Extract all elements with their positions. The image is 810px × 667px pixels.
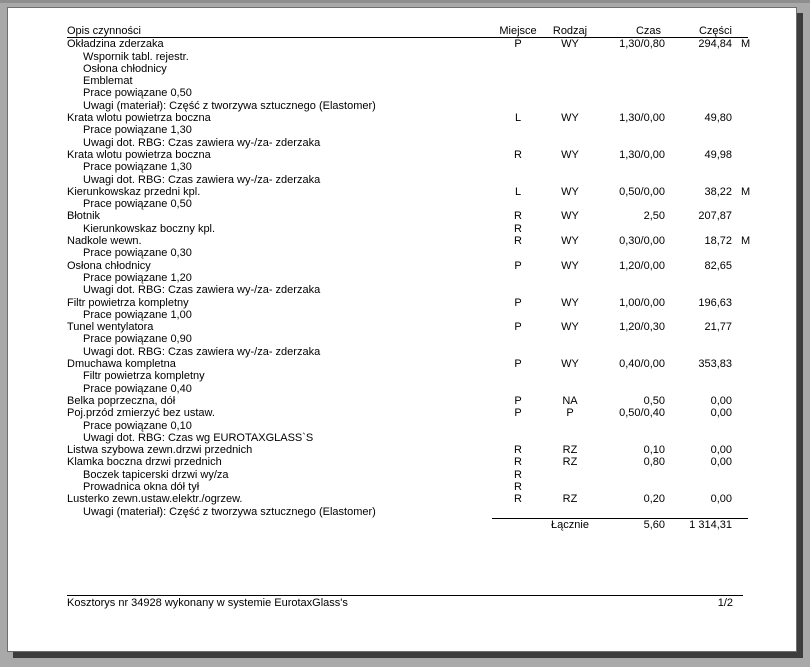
total-czas: 5,60 [643,518,665,531]
table-row [67,235,751,248]
row-miejsce: P [514,321,522,334]
row-czesci: 0,00 [710,394,732,407]
header-opis: Opis czynności [67,25,141,37]
row-czesci: 294,84 [698,38,732,51]
detail-opis: Prace powiązane 0,90 [83,333,192,346]
row-rodzaj: WY [561,185,579,198]
detail-row [67,75,748,87]
detail-row [67,333,748,345]
detail-opis: Prace powiązane 0,50 [83,87,192,100]
row-miejsce: P [514,394,522,407]
row-rodzaj: WY [561,38,579,51]
detail-row [67,100,748,112]
row-rodzaj: WY [561,210,579,223]
row-rodzaj: NA [562,394,578,407]
row-czesci: 0,00 [710,493,732,506]
detail-row [67,174,748,186]
row-czesci: 0,00 [710,456,732,469]
detail-row [67,272,748,284]
detail-opis: Prace powiązane 0,10 [83,419,192,432]
row-opis: Krata wlotu powietrza boczna [67,112,211,125]
detail-opis: Uwagi dot. RBG: Czas wg EUROTAXGLASS`S [83,431,314,444]
row-rodzaj: WY [561,235,579,248]
preview-window-top-edge [0,0,810,3]
table-row [67,210,748,222]
row-czas: 1,20/0,30 [619,321,665,334]
detail-row [67,223,748,235]
detail-row [67,124,748,136]
row-rodzaj: RZ [562,493,578,506]
row-miejsce: P [514,38,522,51]
row-czas: 0,10 [643,444,665,457]
row-czas: 1,20/0,00 [619,259,665,272]
row-opis: Nadkole wewn. [67,235,142,248]
row-rodzaj: WY [561,259,579,272]
detail-opis: Prace powiązane 0,50 [83,198,192,211]
page-footer [67,595,743,609]
row-miejsce: L [514,112,522,125]
row-opis: Kierunkowskaz przedni kpl. [67,185,201,198]
table-body [67,38,751,518]
detail-opis: Boczek tapicerski drzwi wy/za [83,468,229,481]
detail-opis: Prowadnica okna dół tył [83,480,200,493]
row-opis: Poj.przód zmierzyć bez ustaw. [67,407,215,420]
detail-row [67,63,748,75]
detail-row [67,370,748,382]
row-rodzaj: WY [561,321,579,334]
row-czesci: 207,87 [698,210,732,223]
row-czesci: 21,77 [704,321,732,334]
table-row [67,407,748,419]
row-miejsce: R [514,493,522,506]
document-page [7,7,797,652]
total-row [67,519,748,531]
detail-opis: Prace powiązane 0,30 [83,247,192,260]
row-miejsce: P [514,407,522,420]
cost-estimate-table [67,25,751,531]
detail-opis: Uwagi (materiał): Część z tworzywa sztucznego (Elastomer) [83,505,376,518]
detail-row [67,161,748,173]
detail-row [67,198,748,210]
detail-miejsce: R [514,480,522,493]
detail-miejsce: R [514,468,522,481]
detail-row [67,506,748,518]
table-row [67,444,748,456]
table-header [67,25,748,38]
detail-row [67,383,748,395]
row-miejsce: R [514,148,522,161]
row-czesci: 353,83 [698,358,732,371]
page-number: 1/2 [717,597,733,609]
table-row [67,38,751,51]
row-czas: 0,50/0,00 [619,185,665,198]
detail-row [67,481,748,493]
row-opis: Okładzina zderzaka [67,38,164,51]
row-opis: Krata wlotu powietrza boczna [67,148,211,161]
detail-opis: Prace powiązane 1,20 [83,271,192,284]
table-row [67,260,748,272]
table-row [67,185,751,198]
detail-row [67,51,748,63]
detail-opis: Filtr powietrza kompletny [83,370,205,383]
header-czesci: Części [698,25,732,37]
detail-row [67,469,748,481]
total-section [67,518,748,531]
detail-row [67,137,748,149]
row-rodzaj: WY [561,296,579,309]
row-opis: Belka poprzeczna, dół [67,394,176,407]
row-czas: 0,80 [643,456,665,469]
table-row [67,112,748,124]
row-czesci: 49,80 [704,112,732,125]
detail-row [67,420,748,432]
detail-opis: Kierunkowskaz boczny kpl. [83,222,216,235]
total-czesci: 1 314,31 [689,518,732,531]
row-opis: Błotnik [67,210,101,223]
detail-opis: Prace powiązane 0,40 [83,382,192,395]
detail-row [67,284,748,296]
table-row [67,321,748,333]
row-flag: M [741,185,751,198]
row-opis: Lusterko zewn.ustaw.elektr./ogrzew. [67,493,243,506]
row-czas: 0,50 [643,394,665,407]
detail-opis: Prace powiązane 1,00 [83,308,192,321]
table-row [67,395,748,407]
header-miejsce: Miejsce [499,25,537,37]
row-czas: 1,30/0,00 [619,148,665,161]
row-miejsce: P [514,259,522,272]
detail-opis: Wspornik tabl. rejestr. [83,50,189,63]
row-miejsce: R [514,456,522,469]
row-flag: M [741,235,751,248]
detail-row [67,87,748,99]
row-czesci: 0,00 [710,407,732,420]
detail-row [67,247,748,259]
table-row [67,149,748,161]
detail-opis: Uwagi dot. RBG: Czas zawiera wy-/za- zderzaka [83,136,321,149]
row-czesci: 49,98 [704,148,732,161]
detail-miejsce: R [514,222,522,235]
row-opis: Tunel wentylatora [67,321,154,334]
row-miejsce: R [514,210,522,223]
row-miejsce: P [514,296,522,309]
detail-opis: Osłona chłodnicy [83,62,167,75]
row-czesci: 38,22 [704,185,732,198]
detail-row [67,432,748,444]
row-opis: Osłona chłodnicy [67,259,151,272]
row-czas: 0,30/0,00 [619,235,665,248]
row-czas: 1,30/0,80 [619,38,665,51]
header-rodzaj: Rodzaj [552,25,588,37]
table-row [67,358,748,370]
row-opis: Filtr powietrza kompletny [67,296,189,309]
row-czas: 0,20 [643,493,665,506]
detail-opis: Uwagi dot. RBG: Czas zawiera wy-/za- zderzaka [83,345,321,358]
detail-opis: Prace powiązane 1,30 [83,161,192,174]
table-row [67,297,748,309]
row-opis: Listwa szybowa zewn.drzwi przednich [67,444,253,457]
row-rodzaj: WY [561,112,579,125]
row-czas: 1,00/0,00 [619,296,665,309]
row-czas: 2,50 [643,210,665,223]
row-czas: 0,50/0,40 [619,407,665,420]
row-czesci: 18,72 [704,235,732,248]
row-rodzaj: WY [561,358,579,371]
table-row [67,456,748,468]
row-czesci: 82,65 [704,259,732,272]
total-label: Łącznie [551,518,589,531]
row-miejsce: R [514,235,522,248]
row-miejsce: L [514,185,522,198]
row-rodzaj: RZ [562,444,578,457]
detail-opis: Uwagi (materiał): Część z tworzywa sztucznego (Elastomer) [83,99,376,112]
row-opis: Dmuchawa kompletna [67,358,176,371]
detail-row [67,346,748,358]
row-flag: M [741,38,751,51]
row-czesci: 196,63 [698,296,732,309]
row-rodzaj: WY [561,148,579,161]
detail-opis: Uwagi dot. RBG: Czas zawiera wy-/za- zderzaka [83,284,321,297]
detail-opis: Prace powiązane 1,30 [83,124,192,137]
header-czas: Czas [635,25,661,37]
detail-opis: Emblemat [83,75,133,88]
row-czas: 0,40/0,00 [619,358,665,371]
row-opis: Klamka boczna drzwi przednich [67,456,222,469]
row-czesci: 0,00 [710,444,732,457]
footer-text: Kosztorys nr 34928 wykonany w systemie EurotaxGlass's [67,597,348,609]
table-row [67,493,748,505]
row-rodzaj: P [566,407,574,420]
detail-opis: Uwagi dot. RBG: Czas zawiera wy-/za- zderzaka [83,173,321,186]
row-czas: 1,30/0,00 [619,112,665,125]
row-miejsce: P [514,358,522,371]
row-rodzaj: RZ [562,456,578,469]
detail-row [67,309,748,321]
row-miejsce: R [514,444,522,457]
